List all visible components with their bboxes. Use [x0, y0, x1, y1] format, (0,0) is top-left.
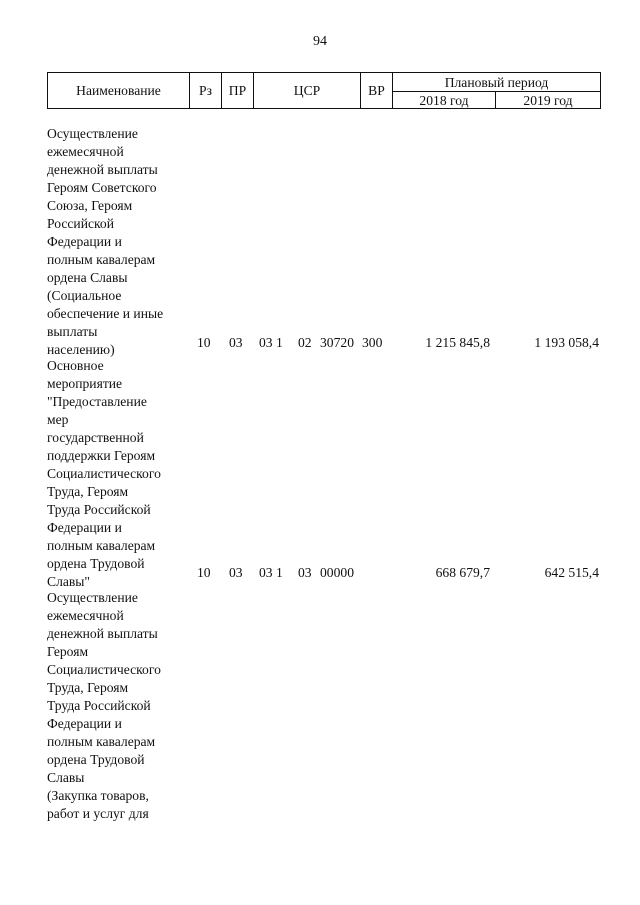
- row-csr-event: 03: [298, 565, 312, 580]
- row-rz: 10: [197, 335, 211, 350]
- row-value-2018: 668 679,7: [435, 565, 490, 580]
- row-name: Осуществление ежемесячной денежной выплаты Героям Советского Союза, Героям Российской Федерации и полным кавалерам ордена Славы (Социальное обеспечение и иные выплаты населению): [47, 126, 164, 357]
- row-rz: 10: [197, 565, 211, 580]
- table-header: [47, 72, 601, 109]
- row-value-2019: 1 193 058,4: [534, 335, 599, 350]
- row-pr: 03: [229, 335, 243, 350]
- header-year-2018: 2018 год: [393, 92, 496, 109]
- row-pr: 03: [229, 565, 243, 580]
- page-number: 94: [313, 34, 327, 49]
- row-name: Осуществление ежемесячной денежной выплаты Героям Социалистического Труда, Героям Труда Российской Федерации и полным кавалерам ордена Трудовой Славы (Закупка товаров, работ и услуг для: [47, 590, 161, 821]
- header-planned-period: Плановый период: [393, 73, 601, 92]
- row-vr: 300: [362, 335, 383, 350]
- row-csr-program: 03 1: [259, 565, 283, 580]
- header-vr: ВР: [361, 73, 393, 109]
- header-year-2019: 2019 год: [496, 92, 601, 109]
- row-csr-program: 03 1: [259, 335, 283, 350]
- row-name: Основное мероприятие "Предоставление мер государственной поддержки Героям Социалистического Труда, Героям Труда Российской Федерации и полным кавалерам ордена Трудовой Славы": [47, 358, 161, 589]
- header-csr: ЦСР: [254, 73, 361, 109]
- header-rz: Рз: [190, 73, 222, 109]
- header-name: Наименование: [48, 73, 190, 109]
- row-csr-code: 00000: [320, 565, 354, 580]
- row-csr-event: 02: [298, 335, 312, 350]
- row-value-2019: 642 515,4: [544, 565, 599, 580]
- row-value-2018: 1 215 845,8: [425, 335, 490, 350]
- header-pr: ПР: [222, 73, 254, 109]
- row-csr-code: 30720: [320, 335, 354, 350]
